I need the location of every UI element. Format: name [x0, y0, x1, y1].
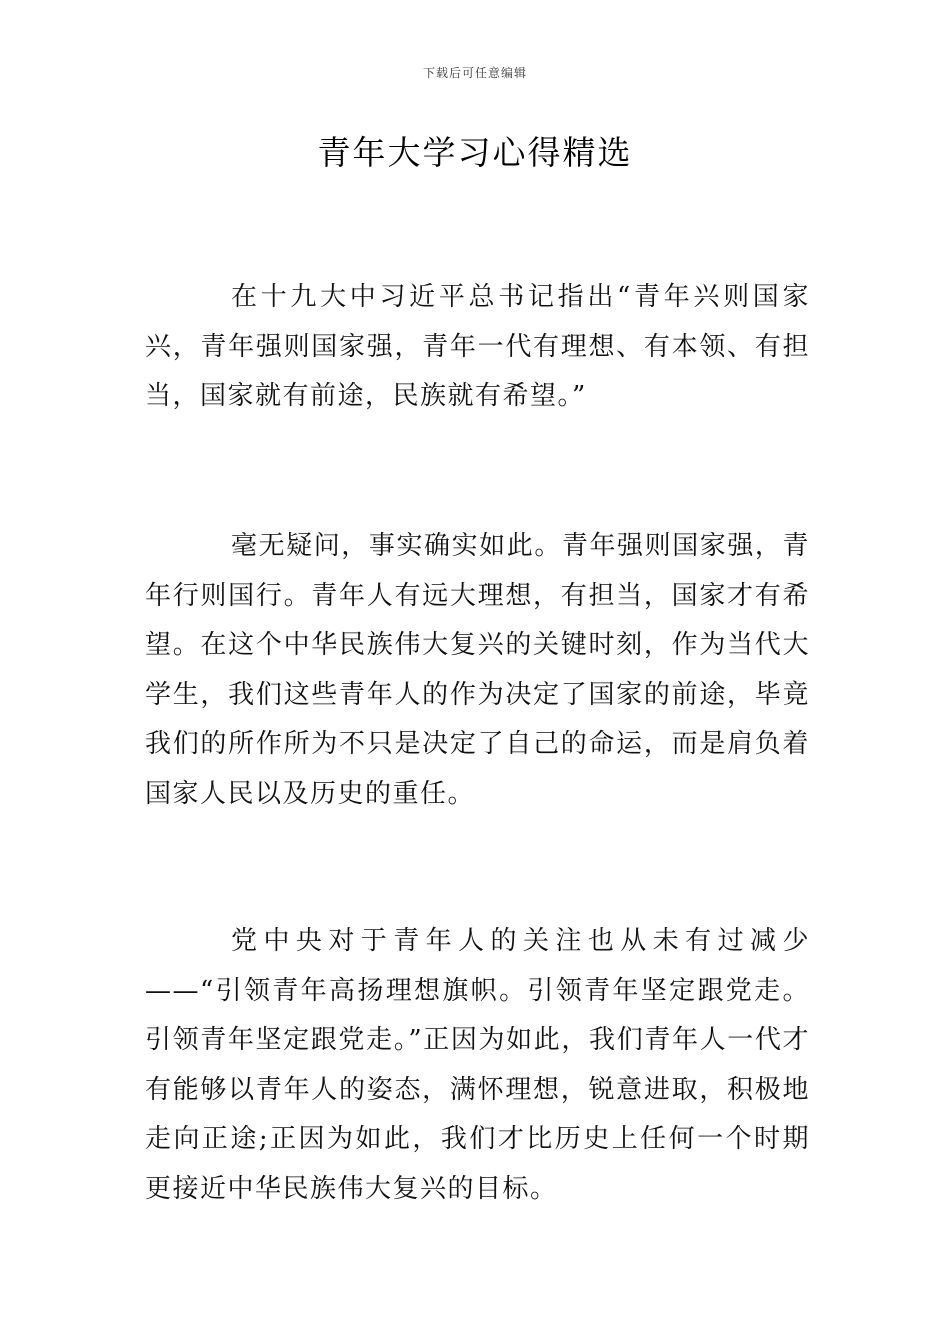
body-paragraph-3: 党中央对于青年人的关注也从未有过减少——“引领青年高扬理想旗帜。引领青年坚定跟党走。引领青年坚定跟党走。”正因为如此，我们青年人一代才有能够以青年人的姿态，满怀理想，锐意进取，积极地走向正途;正因为如此，我们才比历史上任何一个时期更接近中华民族伟大复兴的目标。 — [145, 926, 810, 1204]
body-paragraph-2: 毫无疑问，事实确实如此。青年强则国家强，青年行则国行。青年人有远大理想，有担当，国家才有希望。在这个中华民族伟大复兴的关键时刻，作为当代大学生，我们这些青年人的作为决定了国家的前途，毕竟我们的所作所为不只是决定了自己的命运，而是肩负着国家人民以及历史的重任。 — [145, 531, 810, 809]
header-note: 下载后可任意编辑 — [422, 66, 527, 80]
document-title: 青年大学习心得精选 — [317, 133, 633, 172]
body-paragraph-1: 在十九大中习近平总书记指出“青年兴则国家兴，青年强则国家强，青年一代有理想、有本领、有担当，国家就有前途，民族就有希望。” — [145, 282, 810, 412]
